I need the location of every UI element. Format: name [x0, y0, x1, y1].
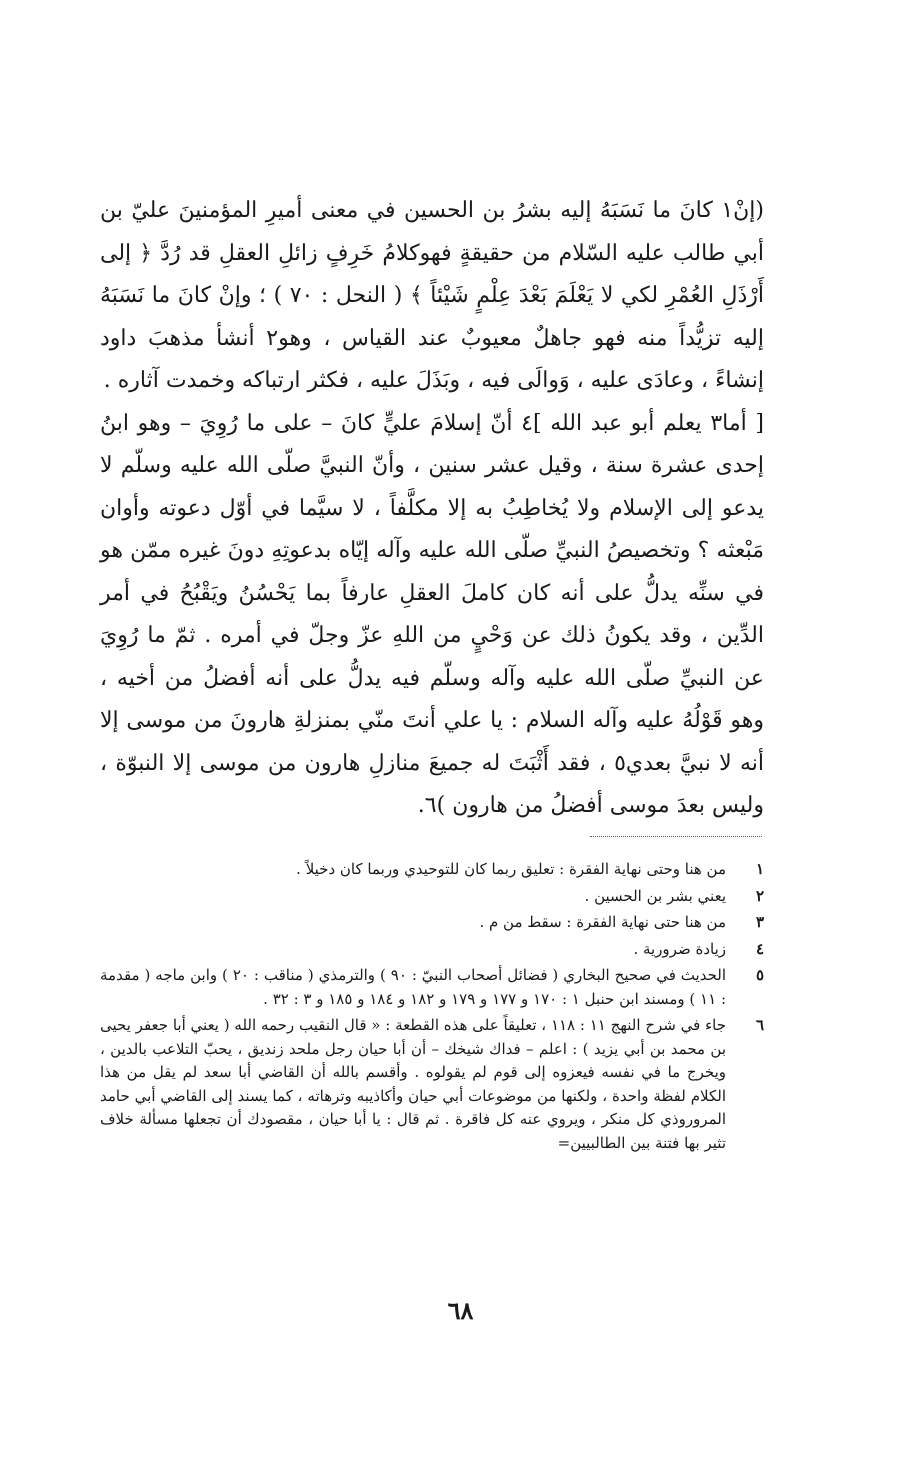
footnote-text: الحديث في صحيح البخاري ( فضائل أصحاب النبيّ : ٩٠ ) والترمذي ( مناقب : ٢٠ ) وابن ماجه ( مقدمة : ١١ ) ومسند ابن حنبل ١ : ١٧٠ و ١٧٧ و ١٧٩ و ١٨٢ و ١٨٤ و ١٨٥ و ٣ : ٣٢ . [100, 966, 726, 1008]
footnote-text: من هنا وحتى نهاية الفقرة : تعليق ربما كان للتوحيدي وربما كان دخيلاً . [296, 860, 726, 878]
footnote-separator [590, 836, 762, 837]
footnote-number: ٦ [755, 1016, 764, 1034]
footnote-1 [100, 858, 764, 882]
footnotes [100, 858, 764, 1158]
footnote-number: ١ [755, 860, 764, 878]
footnote-text: من هنا حتى نهاية الفقرة : سقط من م . [479, 913, 726, 931]
footnote-5 [100, 964, 764, 1011]
footnote-6 [100, 1014, 764, 1155]
footnote-3 [100, 911, 764, 935]
footnote-number: ٤ [755, 939, 764, 958]
footnote-number: ٢ [755, 886, 764, 905]
page-number: ٦٨ [447, 1296, 474, 1325]
footnote-2 [100, 885, 764, 909]
footnote-text: يعني بشر بن الحسين . [584, 886, 726, 905]
footnote-text: زيادة ضرورية . [633, 939, 726, 958]
paragraph-2: [ أما٣ يعلم أبو عبد الله ]٤ أنّ إسلامَ عليٍّ كانَ – على ما رُوِيَ – وهو ابنُ إحدى عشرة سنة ، وقيل عشر سنين ، وأنّ النبيَّ صلّى الله عليه وسلّم لا يدعو إلى الإسلام ولا يُخاطِبُ به إلا مكلَّفاً ، لا سيَّما في أوّل دعوته وأوان مَبْعثه ؟ وتخصيصُ النبيِّ صلّى الله عليه وآله إيّاه بدعوتِهِ دونَ غيره ممّن هو في سنِّه يدلُّ على أنه كان كاملَ العقلِ عارفاً بما يَحْسُنُ ويَقْبُحُ في أمر الدِّين ، وقد يكونُ ذلك عن وَحْيٍ من اللهِ عزّ وجلّ في أمره . ثمّ ما رُوِيَ عن النبيِّ صلّى الله عليه وآله وسلّم فيه يدلُّ على أنه أفضلُ من أخيه ، وهو قَوْلُهُ عليه وآله السلام : يا علي أنتَ منّي بمنزلةِ هارونَ من موسى إلا أنه لا نبيَّ بعدي٥ ، فقد أَثْبَتَ له جميعَ منازلِ هارون من موسى إلا النبوّة ، وليس بعدَ موسى أفضلُ من هارون )٦. [100, 410, 764, 818]
footnote-number: ٣ [755, 913, 764, 931]
footnote-number: ٥ [755, 966, 764, 984]
main-text-body [100, 190, 764, 828]
footnote-text: جاء في شرح النهج ١١ : ١١٨ ، تعليقاً على هذه القطعة : « قال النقيب رحمه الله ( يعني أبا جعفر يحيى بن محمد بن أبي يزيد ) : اعلم – فداك شيخك – أن أبا حيان رجل ملحد زنديق ، يحبّ التلاعب بالدين ، ويخرج ما في نفسه فيعزوه إلى قوم لم يقولوه . وأقسم بالله أن القاضي أبا سعد لم يقل من هذا الكلام لفظة واحدة ، ولكنها من موضوعات أبي حيان وأكاذيبه وترهاته ، كما يسند إلى القاضي أبي حامد المروروذي كل منكر ، ويروي عنه كل فاقرة . ثم قال : يا أبا حيان ، مقصودك أن تجعلها مسألة خلاف تثير بها فتنة بين الطالبيين= [100, 1016, 726, 1152]
paragraph-1: (إنْ١ كانَ ما نَسَبَهُ إليه بشرُ بن الحسين في معنى أميرِ المؤمنينَ عليّ بن أبي طالب عليه السّلام من حقيقةٍ فهوكلامُ خَرِفٍ زائلِ العقلِ قد رُدَّ ﴿ إلى أَرْذَلِ العُمْرِ لكي لا يَعْلَمَ بَعْدَ عِلْمٍ شَيْئاً ﴾ ( النحل : ٧٠ ) ؛ وإنْ كانَ ما نَسَبَهُ إليه تزيُّداً منه فهو جاهلٌ معيوبٌ عند القياس ، وهو٢ أنشأ مذهبَ داود إنشاءً ، وعادَى عليه ، وَوالَى فيه ، وبَذَلَ عليه ، فكثر ارتباكه وخمدت آثاره . [100, 198, 764, 393]
footnote-4 [100, 938, 764, 962]
